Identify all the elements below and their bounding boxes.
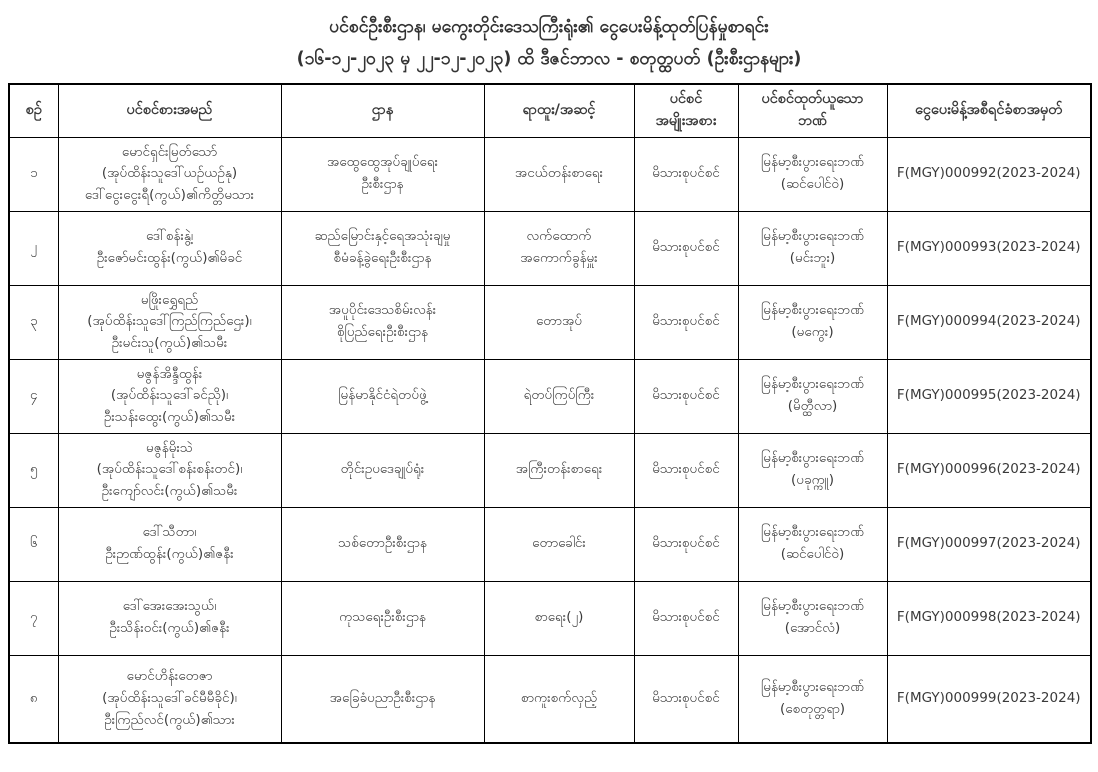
pension-payment-table: [8, 83, 1092, 744]
cell-report_no: [887, 433, 1091, 507]
cell-line: မိသားစုပင်စင်: [652, 387, 720, 404]
cell-line: မဖြိုးရွှေရည်: [140, 291, 199, 308]
table-row: [9, 359, 1091, 433]
cell-line: (မကွေး): [791, 324, 834, 340]
cell-report_no: [887, 655, 1091, 743]
cell-position: [484, 655, 634, 743]
cell-name: [58, 507, 281, 581]
cell-line: တောအုပ်: [535, 313, 583, 330]
header-report-no-label: ငွေပေးမိန့်အစီရင်ခံစာအမှတ်: [915, 101, 1063, 118]
cell-line: အကြီးတန်းစာရေး: [515, 461, 603, 478]
cell-line: မြန်မာနိုင်ငံရဲတပ်ဖွဲ့: [338, 387, 427, 404]
cell-line: မြန်မာ့စီးပွားရေးဘဏ်: [760, 302, 865, 319]
cell-line: မြန်မာ့စီးပွားရေးဘဏ်: [760, 450, 865, 467]
cell-department: [281, 433, 484, 507]
header-pensioner-name: [58, 84, 281, 137]
cell-position: [484, 433, 634, 507]
cell-line: ဦးသိန်းဝင်း(ကွယ်)၏ဇနီး: [109, 620, 230, 636]
cell-line: ဦးမင်းသူ(ကွယ်)၏သမီး: [111, 334, 228, 351]
header-bank-label-line1: ပင်စင်ထုတ်ယူသော: [761, 91, 864, 107]
cell-report_no: [887, 137, 1091, 211]
cell-line: ဦးကျော်လင်း(ကွယ်)၏သမီး: [101, 482, 238, 499]
cell-line: ဒေါ်စန်းနွဲ့၊: [145, 228, 194, 245]
cell-name: [58, 433, 281, 507]
cell-line: မိသားစုပင်စင်: [652, 535, 720, 552]
cell-line: F(MGY)000998(2023-2024): [896, 609, 1081, 626]
cell-department: [281, 359, 484, 433]
table-body: [9, 137, 1091, 743]
cell-line: မိသားစုပင်စင်: [652, 461, 720, 478]
cell-serial: [9, 211, 58, 285]
cell-line: ၇: [29, 609, 38, 626]
table-header: [9, 84, 1091, 137]
cell-serial: [9, 137, 58, 211]
cell-line: မောင်ရှင်းမြတ်သော်: [121, 143, 218, 160]
cell-line: မိသားစုပင်စင်: [652, 239, 720, 256]
header-bank: [738, 84, 887, 137]
cell-line: ၃: [29, 313, 38, 330]
cell-line: လက်ထောက်: [526, 228, 592, 245]
header-report-no: [887, 84, 1091, 137]
cell-bank: [738, 285, 887, 359]
cell-line: (စေတုတ္တရာ): [779, 700, 846, 717]
cell-line: ဒေါ်အေးအေးသွယ်၊: [122, 598, 217, 615]
cell-name: [58, 655, 281, 743]
cell-bank: [738, 655, 887, 743]
cell-line: ဦးကြည်လင်(ကွယ်)၏သား: [104, 711, 235, 728]
cell-bank: [738, 581, 887, 655]
table-row: [9, 581, 1091, 655]
cell-serial: [9, 581, 58, 655]
cell-bank: [738, 433, 887, 507]
cell-line: F(MGY)000999(2023-2024): [896, 689, 1081, 706]
cell-serial: [9, 655, 58, 743]
header-department-label: ဌာန: [371, 101, 394, 118]
cell-line: မြန်မာ့စီးပွားရေးဘဏ်: [760, 154, 865, 171]
cell-name: [58, 359, 281, 433]
cell-pension_type: [634, 359, 738, 433]
cell-line: F(MGY)000997(2023-2024): [896, 535, 1081, 552]
cell-line: F(MGY)000994(2023-2024): [896, 313, 1081, 330]
cell-line: မြန်မာ့စီးပွားရေးဘဏ်: [760, 376, 865, 393]
cell-line: (အုပ်ထိန်းသူဒေါ်ခင်မီမီခိုင်)၊: [102, 689, 237, 706]
cell-position: [484, 507, 634, 581]
cell-line: ဦးသန်းထွေး(ကွယ်)၏သမီး: [103, 408, 236, 425]
table-row: [9, 137, 1091, 211]
cell-line: (အုပ်ထိန်းသူဒေါ်စန်းစန်းတင်)၊: [96, 461, 243, 478]
cell-department: [281, 137, 484, 211]
header-position-label: ရာထူး/အဆင့်: [522, 101, 596, 118]
header-serial: [9, 84, 58, 137]
cell-line: မြန်မာ့စီးပွားရေးဘဏ်: [760, 679, 865, 696]
cell-report_no: [887, 211, 1091, 285]
table-row: [9, 433, 1091, 507]
cell-bank: [738, 211, 887, 285]
table-row: [9, 507, 1091, 581]
page-title: [8, 12, 1090, 75]
cell-pension_type: [634, 507, 738, 581]
cell-line: မောင်ဟိန်းတေဇာ: [126, 668, 213, 685]
cell-line: (ဆင်ပေါင်ဝဲ): [780, 176, 845, 192]
cell-name: [58, 137, 281, 211]
page-title-line1: ပင်စင်ဦးစီးဌာန၊ မကွေးတိုင်းဒေသကြီးရုံး၏ ငွေပေးမိန့်ထုတ်ပြန်မှုစာရင်း: [329, 17, 769, 37]
cell-line: မြန်မာ့စီးပွားရေးဘဏ်: [760, 228, 865, 245]
cell-line: အကောက်ခွန်မှူး: [520, 250, 598, 266]
cell-line: ၂: [30, 239, 38, 256]
cell-position: [484, 211, 634, 285]
cell-line: အထွေထွေအုပ်ချုပ်ရေး: [326, 154, 439, 171]
cell-line: မိသားစုပင်စင်: [652, 165, 720, 182]
cell-department: [281, 507, 484, 581]
cell-serial: [9, 285, 58, 359]
cell-line: (အုပ်ထိန်းသူဒေါ်ခင်ညို)၊: [110, 387, 229, 404]
cell-line: ဦးဇော်မင်းထွန်း(ကွယ်)၏မိခင်: [96, 250, 243, 266]
cell-line: စီမံခန့်ခွဲရေးဦးစီးဌာန: [333, 250, 432, 266]
cell-line: သစ်တောဦးစီးဌာန: [338, 535, 427, 552]
cell-line: (မိတ္ထီလာ): [787, 398, 838, 414]
cell-position: [484, 359, 634, 433]
cell-line: F(MGY)000993(2023-2024): [896, 239, 1081, 256]
cell-line: မိသားစုပင်စင်: [652, 689, 720, 706]
cell-line: ၅: [29, 461, 38, 478]
cell-bank: [738, 359, 887, 433]
cell-line: (ဆင်ပေါင်ဝဲ): [780, 546, 845, 562]
cell-line: (အုပ်ထိန်းသူဒေါ်ကြည်ကြည်ဌေး)၊: [87, 313, 252, 330]
cell-line: တောခေါင်း: [532, 535, 586, 552]
cell-line: (ပခုက္ကူ): [791, 472, 834, 488]
cell-bank: [738, 137, 887, 211]
cell-line: စာရေး(၂): [534, 609, 584, 626]
cell-line: ဦးဉာဏ်ထွန်း(ကွယ်)၏ဇနီး: [105, 546, 234, 562]
cell-line: တိုင်းဥပဒေချုပ်ရုံး: [340, 461, 425, 478]
cell-department: [281, 285, 484, 359]
cell-report_no: [887, 359, 1091, 433]
cell-line: ဦးစီးဌာန: [361, 176, 404, 192]
cell-line: ဒေါ်ငွေးငွေးရီ(ကွယ်)၏ကိတ္တိမသား: [84, 186, 255, 203]
cell-line: မဇွန်အိန္ဒီထွန်း: [136, 365, 203, 382]
cell-report_no: [887, 581, 1091, 655]
cell-name: [58, 581, 281, 655]
cell-line: (မင်းဘူး): [789, 250, 836, 266]
header-pension-type-label-line1: ပင်စင်: [669, 91, 703, 107]
header-row: [9, 84, 1091, 137]
cell-position: [484, 285, 634, 359]
cell-line: ရဲတပ်ကြပ်ကြီး: [523, 387, 595, 404]
header-department: [281, 84, 484, 137]
cell-line: F(MGY)000992(2023-2024): [896, 165, 1081, 182]
cell-line: အခြေခံပညာဦးစီးဌာန: [329, 689, 436, 706]
cell-report_no: [887, 285, 1091, 359]
cell-line: ၈: [29, 689, 38, 706]
cell-department: [281, 655, 484, 743]
header-pension-type-label-line2: အမျိုးအစား: [655, 112, 717, 129]
cell-department: [281, 211, 484, 285]
cell-line: F(MGY)000995(2023-2024): [896, 387, 1081, 404]
cell-serial: [9, 359, 58, 433]
cell-line: ၁: [29, 165, 38, 182]
cell-pension_type: [634, 581, 738, 655]
cell-bank: [738, 507, 887, 581]
cell-name: [58, 211, 281, 285]
cell-report_no: [887, 507, 1091, 581]
cell-line: စိုပြည်ရေးဦးစီးဌာန: [336, 324, 429, 340]
cell-line: မဇွန်မိုးသဲ: [146, 439, 193, 456]
cell-line: (အုပ်ထိန်းသူဒေါ်ယဉ်ယဉ်နု): [101, 165, 238, 182]
cell-line: မိသားစုပင်စင်: [652, 609, 720, 626]
cell-line: စာကူးစက်လှည့်: [520, 689, 598, 706]
cell-line: မြန်မာ့စီးပွားရေးဘဏ်: [760, 524, 865, 541]
cell-line: F(MGY)000996(2023-2024): [896, 461, 1081, 478]
cell-pension_type: [634, 433, 738, 507]
table-row: [9, 655, 1091, 743]
header-pension-type: [634, 84, 738, 137]
cell-line: အပူပိုင်းဒေသစိမ်းလန်း: [328, 302, 437, 319]
cell-line: အငယ်တန်းစာရေး: [514, 165, 604, 182]
cell-line: (အောင်လံ): [784, 620, 841, 636]
cell-line: မြန်မာ့စီးပွားရေးဘဏ်: [760, 598, 865, 615]
table-row: [9, 211, 1091, 285]
cell-line: ၆: [29, 535, 38, 552]
cell-serial: [9, 507, 58, 581]
cell-line: ၄: [29, 387, 38, 404]
cell-line: ကုသရေးဦးစီးဌာန: [339, 609, 426, 626]
cell-pension_type: [634, 211, 738, 285]
cell-line: မိသားစုပင်စင်: [652, 313, 720, 330]
table-row: [9, 285, 1091, 359]
cell-name: [58, 285, 281, 359]
header-serial-label: စဉ်: [25, 101, 42, 118]
cell-position: [484, 581, 634, 655]
header-pensioner-name-label: ပင်စင်စားအမည်: [126, 101, 213, 118]
cell-line: ဒေါ်သီတာ၊: [142, 524, 197, 541]
cell-serial: [9, 433, 58, 507]
page-title-line2: (၁၆-၁၂-၂၀၂၃ မှ ၂၂-၁၂-၂၀၂၃) ထိ ဒီဇင်ဘာလ - စတုတ္ထပတ် (ဦးစီးဌာနများ): [296, 48, 802, 69]
header-position: [484, 84, 634, 137]
cell-pension_type: [634, 655, 738, 743]
cell-department: [281, 581, 484, 655]
cell-pension_type: [634, 137, 738, 211]
cell-position: [484, 137, 634, 211]
cell-line: ဆည်မြောင်းနှင့်ရေအသုံးချမှု: [314, 228, 451, 245]
header-bank-label-line2: ဘဏ်: [798, 112, 827, 129]
cell-pension_type: [634, 285, 738, 359]
